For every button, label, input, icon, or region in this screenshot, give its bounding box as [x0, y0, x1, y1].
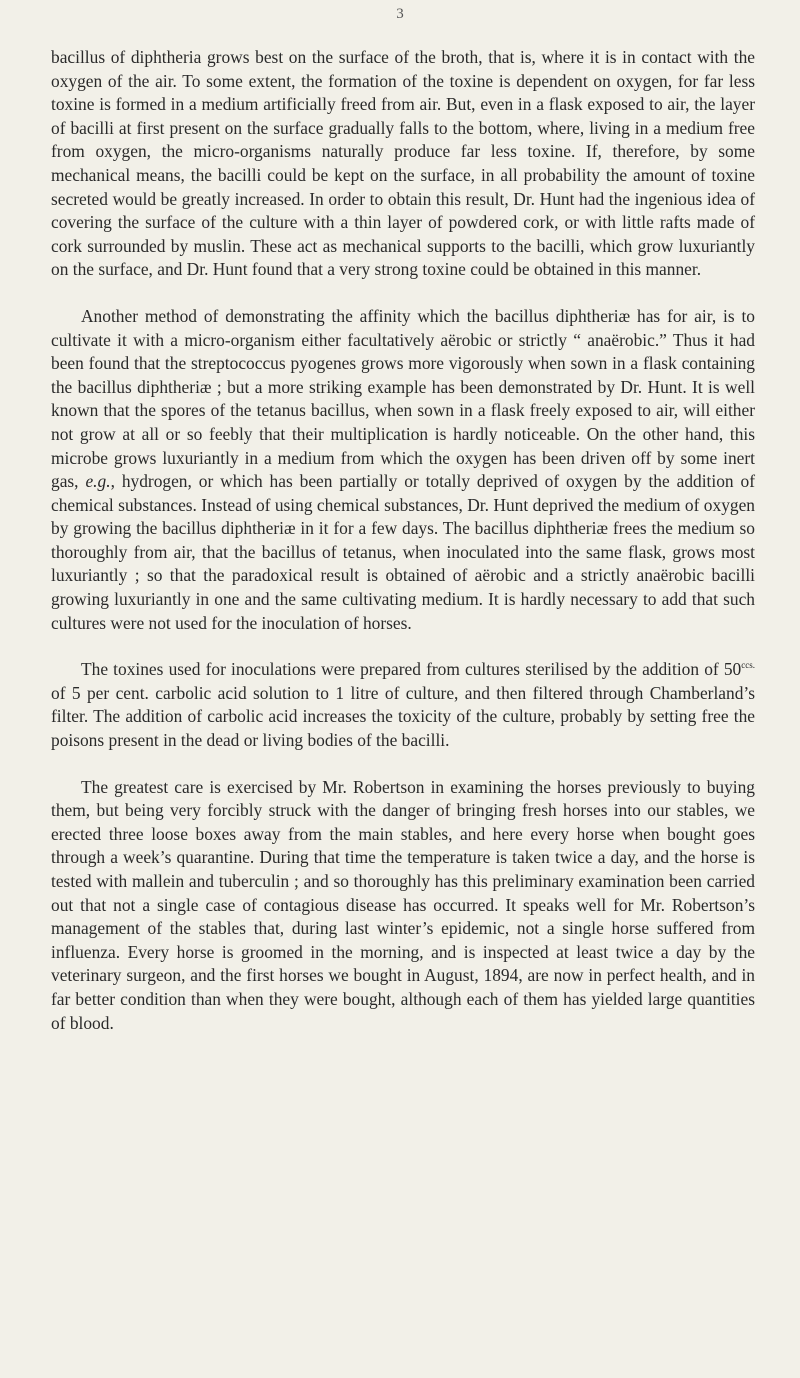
paragraph-2-text-before: Another method of demonstrating the affinity which the bacillus diphtheriæ has for air, is to cultivate it with a micro-organism either facultatively aërobic or strictly “ anaërobic.” Thus it had been found that the streptococcus pyogenes grows more vigorously when sown in a flask containing the bacillus diphtheriæ ; but a more striking example has been demonstrated by Dr. Hunt. It is well known that the spores of the tetanus bacillus, when sown in a flask freely exposed to air, will either not grow at all or so feebly that their multiplication is hardly noticeable. On the other hand, this microbe grows luxuriantly in a medium from which the oxygen has been driven off by some inert gas, [51, 305, 755, 492]
paragraph-3-text-before: The toxines used for inoculations were prepared from cultures sterilised by the addition of 50 [81, 659, 742, 680]
paragraph-2-text-after: , hydrogen, or which has been partially or totally deprived of oxygen by the addition of chemical substances. Instead of using chemical substances, Dr. Hunt deprived the medium of oxygen by growing the bacillus diphtheriæ in it for a few days. The bacillus diphtheriæ frees the medium so thoroughly from air, that the bacillus of tetanus, when inoculated into the same flask, grows most luxuriantly ; so that the paradoxical result is obtained of aërobic and a strictly anaërobic bacilli growing luxuriantly in one and the same cultivating medium. It is hardly necessary to add that such cultures were not used for the inoculation of horses. [51, 471, 755, 633]
paragraph-1-text: bacillus of diphtheria grows best on the surface of the broth, that is, where it is in contact with the oxygen of the air. To some extent, the formation of the toxine is dependent on oxygen, for far less toxine is formed in a medium artificially freed from air. But, even in a flask exposed to air, the layer of bacilli at first present on the surface gradually falls to the bottom, where, living in a medium free from oxygen, the micro-organisms naturally produce far less toxine. If, therefore, by some mechanical means, the bacilli could be kept on the surface, in all probability the amount of toxine secreted would be greatly increased. In order to obtain this result, Dr. Hunt had the ingenious idea of covering the surface of the culture with a thin layer of powdered cork, or with little rafts made of cork surrounded by muslin. These act as mechanical supports to the bacilli, which grow luxuriantly on the surface, and Dr. Hunt found that a very strong toxine could be obtained in this manner. [51, 47, 755, 280]
paragraph-3-superscript: ccs. [741, 660, 755, 671]
page-number: 3 [396, 6, 404, 22]
paragraph-2 [51, 305, 755, 635]
paragraph-3-text-after: of 5 per cent. carbolic acid solution to 1 litre of culture, and then filtered through Chamberland’s filter. The addition of carbolic acid increases the toxicity of the culture, probably by setting free the poisons present in the dead or living bodies of the bacilli. [51, 682, 755, 751]
paragraph-2-italic: e.g. [85, 471, 111, 492]
paragraph-4 [51, 776, 755, 1036]
paragraph-1 [51, 46, 755, 282]
paragraph-3 [51, 658, 755, 752]
paragraph-4-text: The greatest care is exercised by Mr. Robertson in examining the horses previously to buying them, but being very forcibly struck with the danger of bringing fresh horses into our stables, we erected three loose boxes away from the main stables, and here every horse when bought goes through a week’s quarantine. During that time the temperature is taken twice a day, and the horse is tested with mallein and tuberculin ; and so thoroughly has this preliminary examination been carried out that not a single case of contagious disease has occurred. It speaks well for Mr. Robertson’s management of the stables that, during last winter’s epidemic, not a single horse suffered from influenza. Every horse is groomed in the morning, and is inspected at least twice a day by the veterinary surgeon, and the first horses we bought in August, 1894, are now in perfect health, and in far better condition than when they were bought, although each of them has yielded large quantities of blood. [51, 776, 755, 1033]
body-text [51, 46, 755, 1058]
